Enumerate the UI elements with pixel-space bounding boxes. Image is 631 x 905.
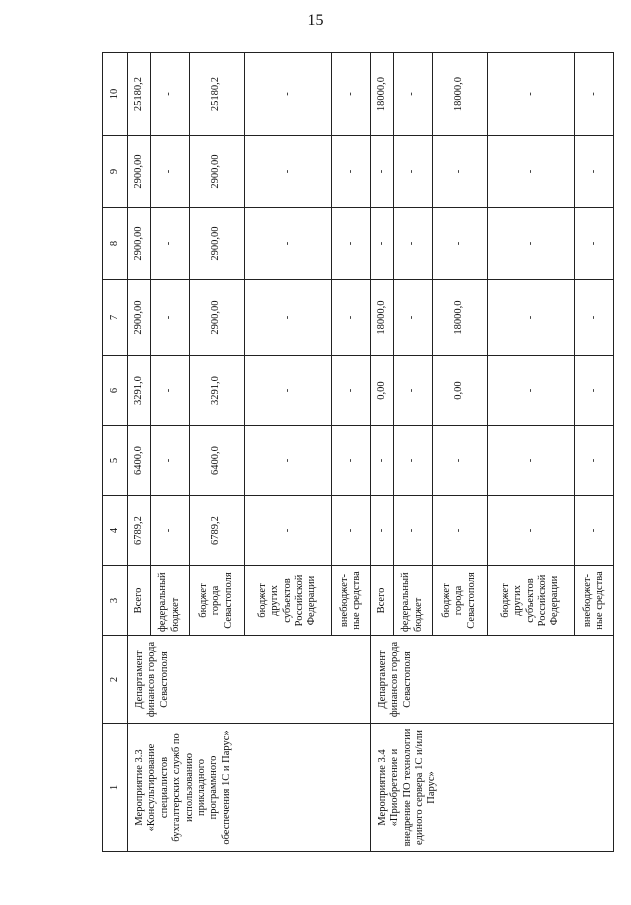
- measure-name: Мероприятие 3.4 «Приобретение и внедрение ПО технологии единого сервера 1С и/или Парус»: [370, 724, 613, 852]
- value-cell: -: [487, 426, 574, 496]
- value-cell: -: [370, 136, 393, 208]
- source-cell: бюджет других субъектов Российской Федерации: [244, 566, 331, 636]
- value-cell: -: [332, 496, 371, 566]
- value-cell: -: [393, 280, 432, 356]
- value-cell: 2900,00: [189, 208, 244, 280]
- value-cell: -: [432, 136, 487, 208]
- value-cell: -: [432, 208, 487, 280]
- funding-table: [102, 52, 614, 852]
- header-cell: 6: [103, 356, 128, 426]
- value-cell: -: [150, 208, 189, 280]
- value-cell: -: [150, 280, 189, 356]
- value-cell: -: [487, 356, 574, 426]
- header-cell: 8: [103, 208, 128, 280]
- value-cell: 2900,00: [189, 280, 244, 356]
- value-cell: -: [575, 496, 614, 566]
- value-cell: -: [332, 356, 371, 426]
- value-cell: -: [487, 136, 574, 208]
- value-cell: -: [575, 53, 614, 136]
- value-cell: -: [487, 280, 574, 356]
- value-cell: -: [150, 136, 189, 208]
- value-cell: -: [393, 426, 432, 496]
- header-cell: 7: [103, 280, 128, 356]
- value-cell: -: [244, 496, 331, 566]
- value-cell: -: [575, 208, 614, 280]
- value-cell: 3291,0: [128, 356, 151, 426]
- value-cell: 6400,0: [189, 426, 244, 496]
- source-cell: Всего: [128, 566, 151, 636]
- header-cell: 9: [103, 136, 128, 208]
- value-cell: -: [487, 53, 574, 136]
- value-cell: 25180,2: [128, 53, 151, 136]
- rotated-table-container: [102, 53, 614, 852]
- source-cell: федеральный бюджет: [393, 566, 432, 636]
- value-cell: -: [432, 426, 487, 496]
- source-cell: Всего: [370, 566, 393, 636]
- value-cell: -: [575, 426, 614, 496]
- header-cell: 5: [103, 426, 128, 496]
- value-cell: -: [393, 496, 432, 566]
- value-cell: -: [575, 280, 614, 356]
- value-cell: -: [332, 426, 371, 496]
- value-cell: -: [393, 136, 432, 208]
- value-cell: -: [393, 356, 432, 426]
- value-cell: -: [244, 136, 331, 208]
- value-cell: -: [244, 208, 331, 280]
- value-cell: -: [150, 426, 189, 496]
- header-cell: 2: [103, 636, 128, 724]
- value-cell: 2900,00: [128, 280, 151, 356]
- value-cell: 18000,0: [370, 53, 393, 136]
- value-cell: -: [244, 426, 331, 496]
- source-cell: внебюджет-ные средства: [332, 566, 371, 636]
- value-cell: -: [487, 208, 574, 280]
- value-cell: -: [370, 426, 393, 496]
- table-row: [128, 53, 151, 852]
- value-cell: -: [332, 280, 371, 356]
- value-cell: -: [393, 208, 432, 280]
- executor: Департамент финансов города Севастополя: [128, 636, 371, 724]
- value-cell: -: [244, 280, 331, 356]
- value-cell: -: [150, 496, 189, 566]
- header-cell: 1: [103, 724, 128, 852]
- source-cell: внебюджет-ные средства: [575, 566, 614, 636]
- executor: Департамент финансов города Севастополя: [370, 636, 613, 724]
- page-number: 15: [307, 12, 324, 29]
- value-cell: 0,00: [370, 356, 393, 426]
- header-row: [103, 53, 128, 852]
- value-cell: -: [487, 496, 574, 566]
- value-cell: -: [244, 356, 331, 426]
- value-cell: -: [575, 356, 614, 426]
- header-cell: 4: [103, 496, 128, 566]
- value-cell: 6789,2: [128, 496, 151, 566]
- value-cell: 2900,00: [128, 208, 151, 280]
- value-cell: 6400,0: [128, 426, 151, 496]
- measure-name: Мероприятие 3.3 «Консультирование специалистов бухгалтерских служб по использованию прикладного программного обеспечения 1С и Парус»: [128, 724, 371, 852]
- value-cell: -: [393, 53, 432, 136]
- source-cell: бюджет города Севастополя: [189, 566, 244, 636]
- value-cell: -: [244, 53, 331, 136]
- value-cell: -: [332, 208, 371, 280]
- value-cell: 18000,0: [432, 53, 487, 136]
- source-cell: бюджет других субъектов Российской Федерации: [487, 566, 574, 636]
- header-cell: 10: [103, 53, 128, 136]
- value-cell: -: [332, 136, 371, 208]
- value-cell: 2900,00: [128, 136, 151, 208]
- value-cell: 2900,00: [189, 136, 244, 208]
- value-cell: -: [150, 356, 189, 426]
- header-cell: 3: [103, 566, 128, 636]
- table-row: [370, 53, 393, 852]
- value-cell: 3291,0: [189, 356, 244, 426]
- value-cell: -: [332, 53, 371, 136]
- value-cell: 25180,2: [189, 53, 244, 136]
- value-cell: 18000,0: [432, 280, 487, 356]
- value-cell: 0,00: [432, 356, 487, 426]
- value-cell: -: [370, 208, 393, 280]
- value-cell: -: [432, 496, 487, 566]
- source-cell: федеральный бюджет: [150, 566, 189, 636]
- value-cell: -: [370, 496, 393, 566]
- source-cell: бюджет города Севастополя: [432, 566, 487, 636]
- value-cell: -: [575, 136, 614, 208]
- value-cell: -: [150, 53, 189, 136]
- value-cell: 6789,2: [189, 496, 244, 566]
- value-cell: 18000,0: [370, 280, 393, 356]
